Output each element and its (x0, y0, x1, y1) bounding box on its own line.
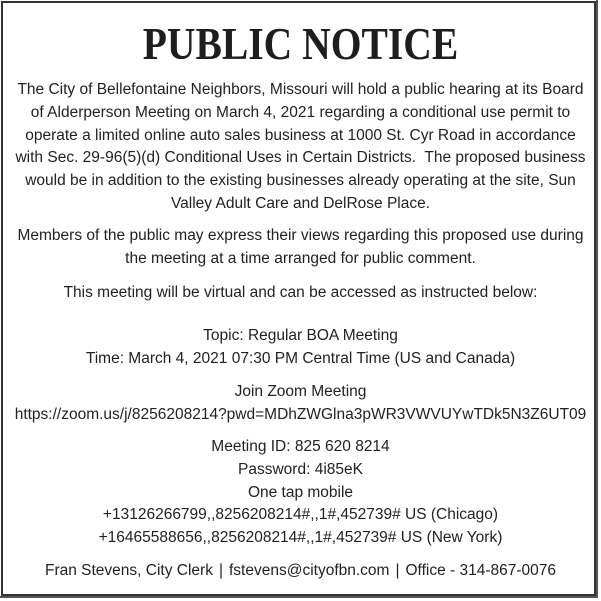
paragraph-line: the meeting at a time arranged for public comment. (125, 249, 476, 267)
paragraph-line: The City of Bellefontaine Neighbors, Missouri will hold a public hearing at its Board (17, 81, 584, 98)
paragraph-line: Members of the public may express their views regarding this proposed use during (17, 227, 584, 244)
phone-new-york: +16465588656,,8256208214#,,1#,452739# US (New York) (98, 529, 503, 547)
contact-footer (8, 560, 593, 583)
footer-separator: | (395, 562, 400, 579)
meeting-topic-block (8, 325, 593, 371)
one-tap-mobile-label: One tap mobile (247, 483, 354, 501)
paragraph-line: Valley Adult Care and DelRose Place. (170, 194, 431, 212)
meeting-topic: Topic: Regular BOA Meeting (203, 327, 398, 344)
notice-title: PUBLIC NOTICE (142, 18, 459, 69)
hearing-paragraph (8, 79, 593, 216)
paragraph-line: of Alderperson Meeting on March 4, 2021 regarding a conditional use permit to (30, 103, 571, 121)
join-zoom-label: Join Zoom Meeting (234, 383, 367, 400)
paragraph-line: would be in addition to the existing businesses already operating at the site, Sun (25, 172, 576, 190)
footer-line (8, 560, 593, 583)
zoom-meeting-link[interactable]: https://zoom.us/j/8256208214?pwd=MDhZWGlna3pWR3VWVUYwTDk5N3Z6UT09 (14, 405, 587, 423)
meeting-password: Password: 4i85eK (238, 460, 363, 478)
meeting-credentials-block (8, 436, 593, 550)
zoom-join-block (8, 381, 593, 427)
paragraph-line: with Sec. 29-96(5)(d) Conditional Uses in Certain Districts. The proposed business (15, 149, 586, 167)
paragraph-line: This meeting will be virtual and can be accessed as instructed below: (63, 284, 538, 301)
paragraph-line: operate a limited online auto sales business at 1000 St. Cyr Road in accordance (25, 126, 576, 144)
phone-chicago: +13126266799,,8256208214#,,1#,452739# US (Chicago) (102, 506, 499, 524)
meeting-id: Meeting ID: 825 620 8214 (211, 438, 390, 455)
clerk-name: Fran Stevens, City Clerk (44, 562, 213, 579)
office-phone: Office - 314-867-0076 (405, 562, 556, 579)
meeting-time: Time: March 4, 2021 07:30 PM Central Time (US and Canada) (85, 349, 516, 367)
clerk-email[interactable]: fstevens@cityofbn.com (228, 562, 390, 579)
virtual-meeting-paragraph (8, 282, 593, 305)
footer-separator: | (218, 562, 223, 579)
public-comment-paragraph (8, 225, 593, 271)
